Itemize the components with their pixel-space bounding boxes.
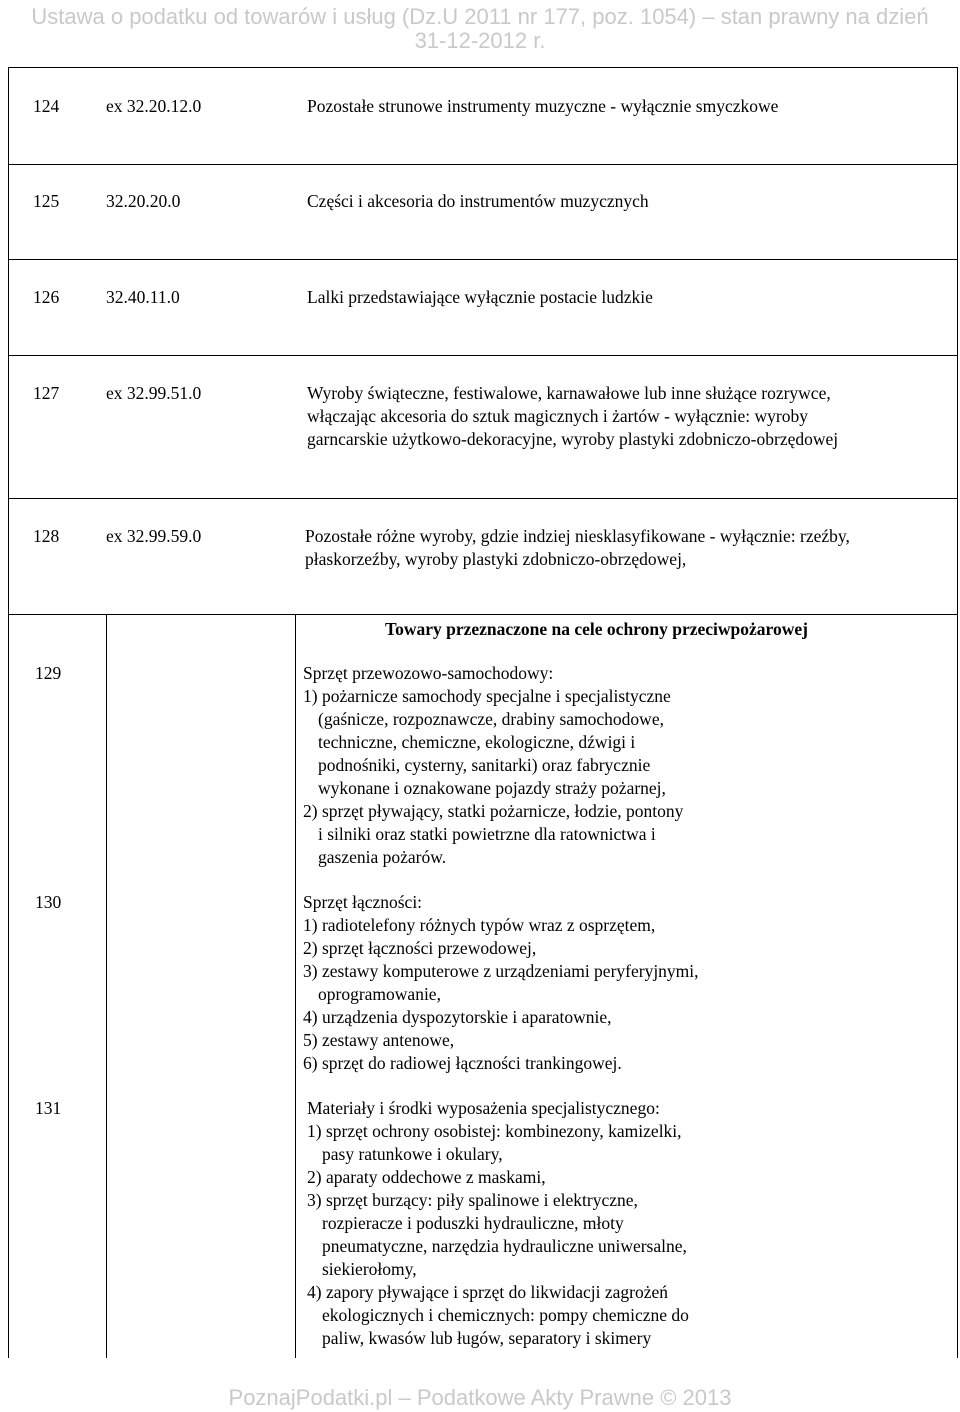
section-heading: Towary przeznaczone na cele ochrony przeciwpożarowej xyxy=(385,619,808,639)
item-line: podnośniki, cysterny, sanitarki) oraz fabrycznie xyxy=(318,755,651,775)
row-divider xyxy=(9,259,957,260)
item-line: 6) sprzęt do radiowej łączności trankingowej. xyxy=(303,1053,622,1073)
item-line: 4) zapory pływające i sprzęt do likwidacji zagrożeń xyxy=(307,1282,669,1302)
item-line: 1) radiotelefony różnych typów wraz z osprzętem, xyxy=(303,915,656,935)
goods-table xyxy=(8,67,958,1358)
item-line: 5) zestawy antenowe, xyxy=(303,1030,455,1050)
row-code: ex 32.99.51.0 xyxy=(106,383,202,403)
header-title: Ustawa o podatku od towarów i usług (Dz.U 2011 nr 177, poz. 1054) – stan prawny na dzień xyxy=(31,4,929,29)
row-description-line: płaskorzeźby, wyroby plastyki zdobniczo-obrzędowej, xyxy=(305,549,687,569)
row-code: 32.20.20.0 xyxy=(106,191,181,211)
item-description xyxy=(303,662,683,869)
row-number: 124 xyxy=(33,96,60,116)
item-line: rozpieracze i poduszki hydrauliczne, młoty xyxy=(322,1213,624,1233)
item-line: wykonane i oznakowane pojazdy straży pożarnej, xyxy=(318,778,666,798)
row-description-line: Wyroby świąteczne, festiwalowe, karnawałowe lub inne służące rozrywce, xyxy=(307,383,831,403)
row-code: ex 32.20.12.0 xyxy=(106,96,202,116)
row-code: ex 32.99.59.0 xyxy=(106,526,202,546)
item-line: gaszenia pożarów. xyxy=(318,847,447,867)
item-line: 4) urządzenia dyspozytorskie i aparatownie, xyxy=(303,1007,612,1027)
item-line: 2) aparaty oddechowe z maskami, xyxy=(307,1167,546,1187)
item-line: 2) sprzęt pływający, statki pożarnicze, łodzie, pontony xyxy=(303,801,684,821)
item-line: 3) zestawy komputerowe z urządzeniami peryferyjnymi, xyxy=(303,961,699,981)
item-line: 1) pożarnicze samochody specjalne i specjalistyczne xyxy=(303,686,671,706)
row-description: Lalki przedstawiające wyłącznie postacie ludzkie xyxy=(307,287,653,307)
row-divider xyxy=(9,614,957,615)
row-divider xyxy=(9,498,957,499)
item-number: 130 xyxy=(35,892,62,912)
item-line: ekologicznych i chemicznych: pompy chemiczne do xyxy=(322,1305,689,1325)
item-description xyxy=(303,891,699,1075)
item-line: (gaśnicze, rozpoznawcze, drabiny samochodowe, xyxy=(318,709,664,729)
item-line: pneumatyczne, narzędzia hydrauliczne uniwersalne, xyxy=(322,1236,687,1256)
row-description-line: Pozostałe różne wyroby, gdzie indziej niesklasyfikowane - wyłącznie: rzeźby, xyxy=(305,526,850,546)
row-description-line: włączając akcesoria do sztuk magicznych i żartów - wyłącznie: wyroby xyxy=(307,406,808,426)
page-footer: PoznajPodatki.pl – Podatkowe Akty Prawne © 2013 xyxy=(228,1385,732,1410)
header-date: 31-12-2012 r. xyxy=(414,28,546,53)
item-line: 1) sprzęt ochrony osobistej: kombinezony, kamizelki, xyxy=(307,1121,682,1141)
row-description: Części i akcesoria do instrumentów muzycznych xyxy=(307,191,649,211)
item-description xyxy=(307,1097,689,1350)
row-code: 32.40.11.0 xyxy=(106,287,180,307)
item-line: 2) sprzęt łączności przewodowej, xyxy=(303,938,537,958)
row-divider xyxy=(9,164,957,165)
row-description: Pozostałe strunowe instrumenty muzyczne - wyłącznie smyczkowe xyxy=(307,96,779,116)
row-number: 126 xyxy=(33,287,60,307)
item-line: pasy ratunkowe i okulary, xyxy=(322,1144,503,1164)
item-line: Sprzęt łączności: xyxy=(303,892,423,912)
row-number: 127 xyxy=(33,383,60,403)
item-line: Materiały i środki wyposażenia specjalistycznego: xyxy=(307,1098,660,1118)
row-number: 125 xyxy=(33,191,60,211)
item-line: paliw, kwasów lub ługów, separatory i skimery xyxy=(322,1328,652,1348)
item-line: techniczne, chemiczne, ekologiczne, dźwigi i xyxy=(318,732,636,752)
item-line: Sprzęt przewozowo-samochodowy: xyxy=(303,663,554,683)
item-number: 131 xyxy=(35,1098,62,1118)
row-divider xyxy=(9,355,957,356)
item-line: siekierołomy, xyxy=(322,1259,417,1279)
column-divider xyxy=(106,614,107,1358)
item-number: 129 xyxy=(35,663,62,683)
item-line: 3) sprzęt burzący: piły spalinowe i elektryczne, xyxy=(307,1190,638,1210)
item-line: i silniki oraz statki powietrzne dla ratownictwa i xyxy=(318,824,656,844)
column-divider xyxy=(295,614,296,1358)
item-line: oprogramowanie, xyxy=(318,984,441,1004)
row-description-line: garncarskie użytkowo-dekoracyjne, wyroby plastyki zdobniczo-obrzędowej xyxy=(307,429,839,449)
row-number: 128 xyxy=(33,526,60,546)
